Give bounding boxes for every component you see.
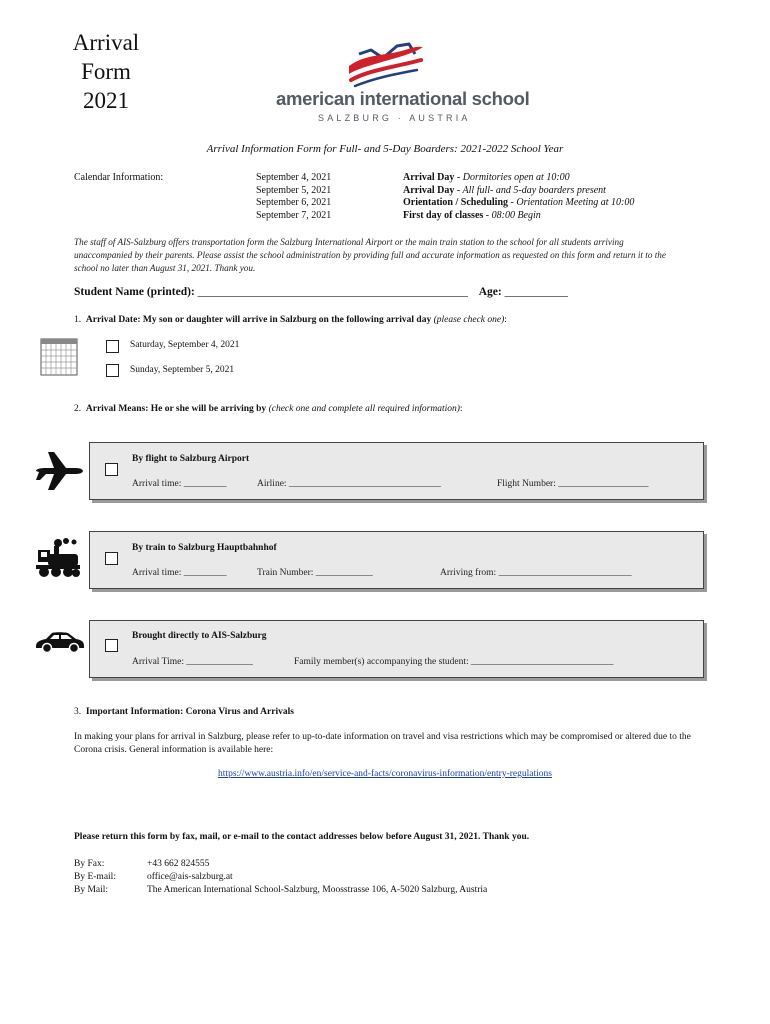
calendar-event: Orientation / Scheduling	[403, 197, 509, 208]
calendar-event-detail: - 08:00 Begin	[483, 209, 541, 221]
contact-labels	[74, 858, 116, 897]
form-heading	[62, 28, 150, 115]
flight-title: By flight to Salzburg Airport	[132, 454, 250, 464]
calendar-event-detail: - All full- and 5-day boarders present	[454, 184, 606, 196]
flight-option-box	[89, 442, 704, 500]
section-number: 1.	[74, 315, 82, 325]
car-arrival-time-field[interactable]: Arrival Time: ______________	[132, 657, 253, 667]
car-option-box	[89, 620, 704, 678]
section-number: 2.	[74, 404, 82, 414]
section-3-heading	[74, 707, 294, 717]
section-number: 3.	[74, 707, 82, 717]
section-2-heading	[74, 404, 463, 414]
contact-email-address[interactable]: office@ais-salzburg.at	[147, 872, 233, 882]
calendar-dates	[256, 172, 331, 222]
option-sept-4: Saturday, September 4, 2021	[130, 340, 240, 350]
age-field[interactable]: ___________	[504, 286, 568, 298]
checkbox-flight[interactable]	[105, 463, 118, 476]
car-icon	[34, 630, 86, 654]
checkbox-sept-4[interactable]	[106, 340, 119, 353]
form-title: Arrival Information Form for Full- and 5-Day Boarders: 2021-2022 School Year	[206, 143, 564, 155]
return-instructions: Please return this form by fax, mail, or e-mail to the contact addresses below before August 31, 2021. Thank you.	[74, 832, 530, 842]
section-1-heading	[74, 315, 507, 325]
contact-values	[147, 858, 487, 897]
contact-label-mail: By Mail:	[74, 885, 109, 895]
calendar-event-detail: - Orientation Meeting at 10:00	[508, 197, 635, 208]
student-name-row	[74, 286, 568, 298]
intro-paragraph: The staff of AIS-Salzburg offers transportation form the Salzburg International Airport or the main train station to the school for all students arriving unaccompanied by their parents. Please assist the school administration by providing full and accurate information as requested on this form and return it to the school no later than August 31, 2021. Thank you.	[74, 237, 666, 273]
calendar-event: First day of classes	[403, 209, 484, 221]
calendar-date: September 6, 2021	[256, 197, 332, 208]
section-1-text: Arrival Date: My son or daughter will arrive in Salzburg on the following arrival day	[85, 315, 432, 325]
calendar-events	[403, 172, 634, 222]
school-location: SALZBURG · AUSTRIA	[318, 113, 471, 123]
calendar-icon	[40, 338, 78, 376]
checkbox-car[interactable]	[105, 639, 118, 652]
option-sept-5: Sunday, September 5, 2021	[130, 365, 235, 375]
train-title: By train to Salzburg Hauptbahnhof	[132, 543, 277, 553]
train-icon	[34, 538, 82, 578]
contact-label-email: By E-mail:	[74, 872, 116, 882]
student-name-label: Student Name (printed):	[74, 286, 195, 298]
train-arrival-time-field[interactable]: Arrival time: _________	[132, 568, 227, 578]
calendar-event-detail: - Dormitories open at 10:00	[454, 172, 570, 183]
entry-regulations-link[interactable]: https://www.austria.info/en/service-and-facts/coronavirus-information/entry-regulations	[218, 769, 552, 779]
heading-line-1: Arrival	[72, 30, 140, 55]
contact-label-fax: By Fax:	[74, 859, 105, 869]
car-title: Brought directly to AIS-Salzburg	[132, 631, 267, 641]
train-option-box	[89, 531, 704, 589]
heading-line-2: Form	[81, 59, 131, 84]
section-2-text: Arrival Means: He or she will be arriving by	[85, 404, 267, 414]
heading-line-3: 2021	[83, 88, 129, 113]
section-3-text: Important Information: Corona Virus and Arrivals	[85, 707, 294, 717]
contact-fax-number: +43 662 824555	[147, 859, 210, 869]
section-1-colon: :	[504, 315, 507, 325]
flight-airline-field[interactable]: Airline: ________________________________	[257, 479, 441, 489]
calendar-event: Arrival Day	[403, 172, 455, 183]
school-name: american international school	[276, 88, 530, 109]
calendar-date: September 4, 2021	[256, 172, 332, 183]
family-member-field[interactable]: Family member(s) accompanying the student: ______________________________	[294, 657, 614, 667]
flight-number-field[interactable]: Flight Number: ___________________	[497, 479, 649, 489]
airplane-icon	[34, 450, 84, 492]
train-number-field[interactable]: Train Number: ____________	[257, 568, 373, 578]
calendar-event: Arrival Day	[403, 184, 455, 196]
calendar-date: September 5, 2021	[256, 184, 332, 196]
school-logo-mark-icon	[345, 40, 425, 88]
section-1-hint: (please check one)	[433, 315, 505, 325]
calendar-label: Calendar Information:	[74, 172, 164, 183]
checkbox-sept-5[interactable]	[106, 364, 119, 377]
section-2-colon: :	[459, 404, 463, 414]
contact-mail-address: The American International School-Salzburg, Moosstrasse 106, A-5020 Salzburg, Austria	[147, 885, 488, 895]
flight-arrival-time-field[interactable]: Arrival time: _________	[132, 479, 227, 489]
train-arriving-from-field[interactable]: Arriving from: ____________________________	[440, 568, 632, 578]
calendar-date: September 7, 2021	[256, 209, 332, 221]
student-name-field[interactable]: _______________________________________________	[197, 286, 468, 298]
corona-paragraph: In making your plans for arrival in Salzburg, please refer to up-to-date information on travel and visa restrictions which may be compromised or altered due to the Corona crisis. General information is available here:	[74, 732, 691, 755]
section-2-hint: (check one and complete all required information)	[268, 404, 460, 414]
age-label: Age:	[478, 286, 502, 298]
checkbox-train[interactable]	[105, 552, 118, 565]
